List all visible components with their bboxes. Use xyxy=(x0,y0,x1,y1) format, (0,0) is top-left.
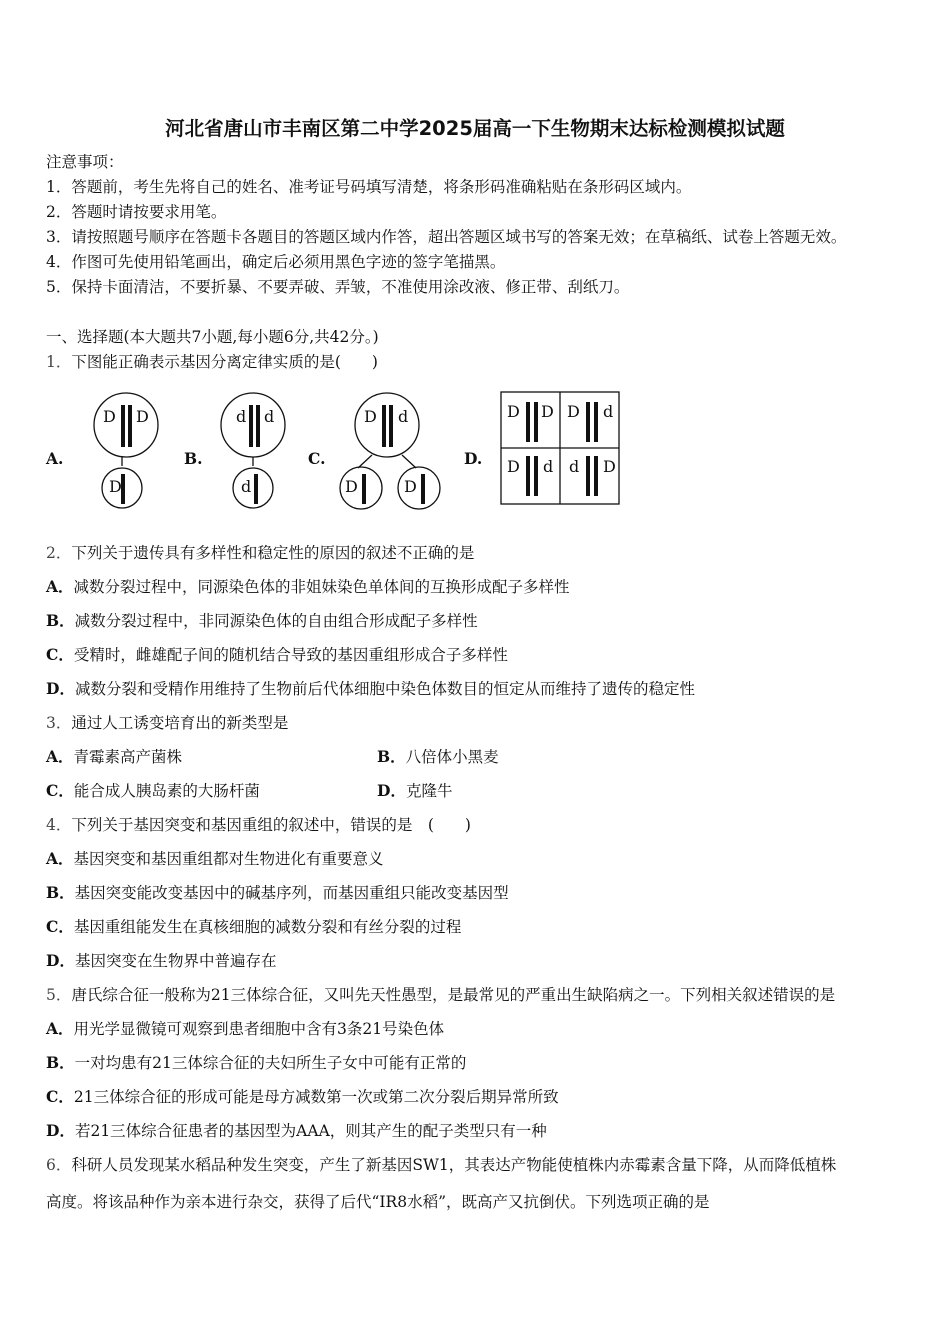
option-c: C．受精时，雌雄配子间的随机结合导致的基因重组形成合子多样性 xyxy=(46,645,508,664)
question-3 xyxy=(46,713,288,733)
question-number: 6． xyxy=(46,1156,72,1174)
question-stem: 唐氏综合征一般称为21三体综合征，又叫先天性愚型，是最常见的严重出生缺陷病之一。下列相关叙述错误的是 xyxy=(71,986,836,1004)
chromosome xyxy=(586,402,590,442)
option-d: D．减数分裂和受精作用维持了生物前后代体细胞中染色体数目的恒定从而维持了遗传的稳定性 xyxy=(46,679,695,698)
allele-d: D xyxy=(345,477,358,496)
chromosome xyxy=(421,474,425,504)
question-5 xyxy=(46,985,835,1005)
allele-d: d xyxy=(603,402,614,421)
question-stem: 科研人员发现某水稻品种发生突变，产生了新基因SW1，其表达产物能使植株内赤霉素含量下降，从而降低植株 xyxy=(71,1156,837,1174)
option-b: B．减数分裂过程中，非同源染色体的自由组合形成配子多样性 xyxy=(46,611,478,630)
notice-item: 3．请按照题号顺序在答题卡各题目的答题区域内作答，超出答题区域书写的答案无效；在草稿纸、试卷上答题无效。 xyxy=(46,228,847,246)
allele-d: d xyxy=(569,457,580,476)
chromosome xyxy=(534,456,538,496)
figure-label-d: D. xyxy=(464,449,483,468)
question-stem: 下列关于遗传具有多样性和稳定性的原因的叙述不正确的是 xyxy=(71,544,475,562)
question-stem: 下列关于基因突变和基因重组的叙述中，错误的是 ( ) xyxy=(71,816,471,834)
question-6 xyxy=(46,1155,836,1175)
allele-d: D xyxy=(136,407,149,426)
chromosome xyxy=(121,405,125,447)
question-stem: 下图能正确表示基因分离定律实质的是( ) xyxy=(71,353,378,371)
option-c: C．基因重组能发生在真核细胞的减数分裂和有丝分裂的过程 xyxy=(46,917,462,936)
allele-d: D xyxy=(507,402,520,421)
question-4 xyxy=(46,815,471,835)
allele-d: D xyxy=(507,457,520,476)
notice-heading: 注意事项： xyxy=(46,153,124,171)
chromosome xyxy=(526,456,530,496)
allele-d: d xyxy=(398,407,409,426)
option-a: A．用光学显微镜可观察到患者细胞中含有3条21号染色体 xyxy=(46,1019,445,1038)
chromosome xyxy=(526,402,530,442)
option-c: C．21三体综合征的形成可能是母方减数第一次或第二次分裂后期异常所致 xyxy=(46,1087,559,1106)
option-b: B．一对均患有21三体综合征的夫妇所生子女中可能有正常的 xyxy=(46,1053,467,1072)
figure-label-b: B. xyxy=(184,449,203,468)
option-d: D．基因突变在生物界中普遍存在 xyxy=(46,951,277,970)
question-1 xyxy=(46,352,378,372)
allele-d: D xyxy=(603,457,616,476)
q1-figure xyxy=(0,380,950,520)
allele-d: d xyxy=(236,407,247,426)
figure-label-a: A. xyxy=(46,449,64,468)
allele-d: d xyxy=(543,457,554,476)
notice-item: 2．答题时请按要求用笔。 xyxy=(46,203,227,221)
option-d: D．若21三体综合征患者的基因型为AAA，则其产生的配子类型只有一种 xyxy=(46,1121,547,1140)
chromosome xyxy=(256,405,260,447)
allele-d: D xyxy=(103,407,116,426)
question-number: 1． xyxy=(46,353,72,371)
section-heading: 一、选择题(本大题共7小题,每小题6分,共42分。) xyxy=(46,328,379,346)
question-number: 4． xyxy=(46,816,72,834)
question-2 xyxy=(46,543,474,563)
notice-item: 4．作图可先使用铅笔画出，确定后必须用黑色字迹的签字笔描黑。 xyxy=(46,253,506,271)
chromosome xyxy=(128,405,132,447)
option-a: A．青霉素高产菌株 xyxy=(46,747,183,766)
option-a: A．减数分裂过程中，同源染色体的非姐妹染色单体间的互换形成配子多样性 xyxy=(46,577,570,596)
option-c: C．能合成人胰岛素的大肠杆菌 xyxy=(46,781,260,800)
question-number: 3． xyxy=(46,714,72,732)
chromosome xyxy=(362,474,366,504)
allele-d: d xyxy=(264,407,275,426)
chromosome xyxy=(249,405,253,447)
option-d: D．克隆牛 xyxy=(377,781,453,800)
allele-d: d xyxy=(241,477,252,496)
question-number: 2． xyxy=(46,544,72,562)
chromosome xyxy=(594,456,598,496)
option-b: B．基因突变能改变基因中的碱基序列，而基因重组只能改变基因型 xyxy=(46,883,509,902)
option-a: A．基因突变和基因重组都对生物进化有重要意义 xyxy=(46,849,384,868)
figure-label-c: C. xyxy=(308,449,326,468)
notice-item: 5．保持卡面清洁，不要折暴、不要弄破、弄皱，不准使用涂改液、修正带、刮纸刀。 xyxy=(46,278,630,296)
question-stem-continued: 高度。将该品种作为亲本进行杂交，获得了后代“IR8水稻”，既高产又抗倒伏。下列选项正确的是 xyxy=(46,1193,710,1211)
allele-d: D xyxy=(364,407,377,426)
chromosome xyxy=(254,474,258,504)
chromosome xyxy=(594,402,598,442)
chromosome xyxy=(382,405,386,447)
chromosome xyxy=(389,405,393,447)
notice-item: 1．答题前，考生先将自己的姓名、准考证号码填写清楚，将条形码准确粘贴在条形码区域内。 xyxy=(46,178,692,196)
chromosome xyxy=(586,456,590,496)
page-title: 河北省唐山市丰南区第二中学2025届高一下生物期末达标检测模拟试题 xyxy=(165,117,785,140)
allele-d: D xyxy=(404,477,417,496)
allele-d: D xyxy=(541,402,554,421)
question-number: 5． xyxy=(46,986,72,1004)
allele-d: D xyxy=(109,477,122,496)
chromosome xyxy=(534,402,538,442)
question-stem: 通过人工诱变培育出的新类型是 xyxy=(71,714,289,732)
allele-d: D xyxy=(567,402,580,421)
option-b: B．八倍体小黑麦 xyxy=(377,747,499,766)
